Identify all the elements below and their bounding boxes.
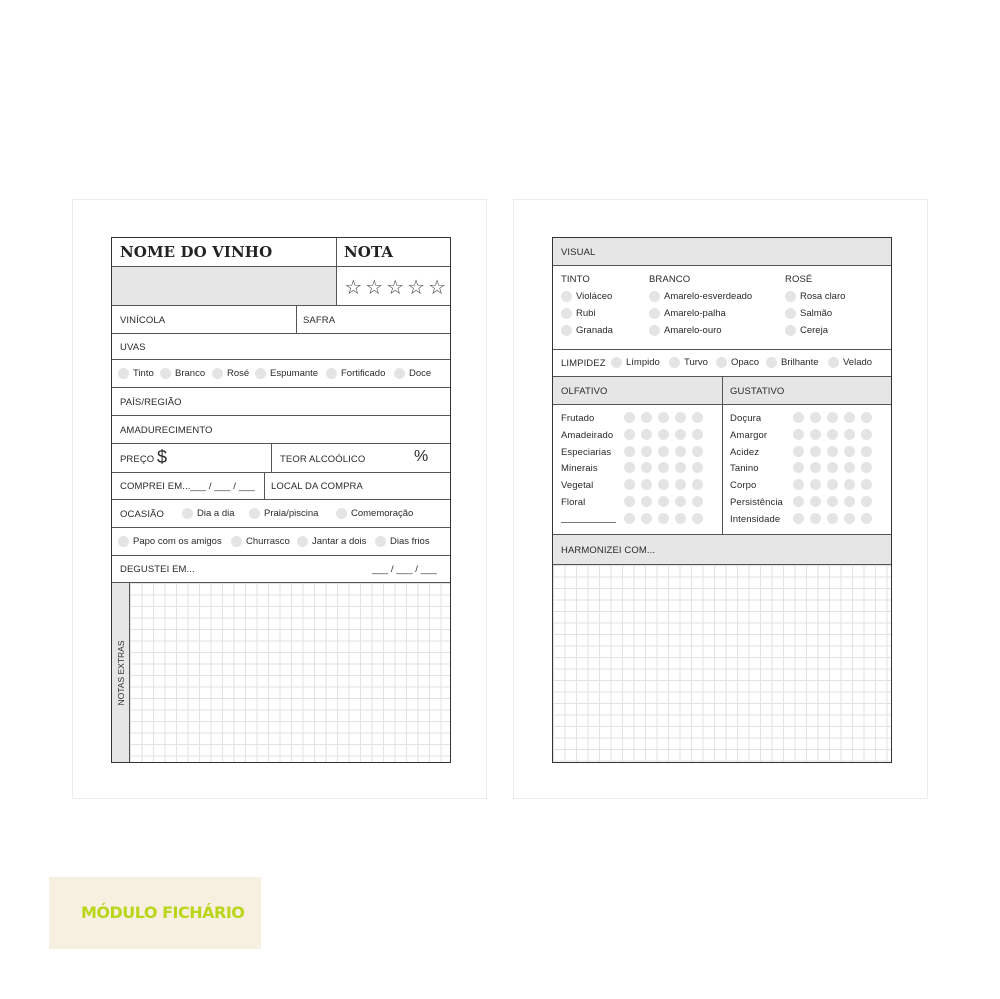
radio-dot-icon[interactable] [561,308,572,319]
scale-dot-icon[interactable] [692,496,703,507]
scale-dot-icon[interactable] [641,513,652,524]
rating-stars[interactable] [344,277,446,297]
scale-dot-icon[interactable] [810,462,821,473]
occasion-option[interactable]: Praia/piscina [249,508,318,519]
radio-dot-icon[interactable] [160,368,171,379]
scale-dot-icon[interactable] [844,462,855,473]
type-option-espumante[interactable]: Espumante [255,368,318,379]
scale-dot-icon[interactable] [675,479,686,490]
purchase-place-label: LOCAL DA COMPRA [271,481,363,492]
scale-dot-icon[interactable] [624,429,635,440]
type-option-doce[interactable]: Doce [394,368,431,379]
star-icon[interactable]: ☆ [344,275,363,299]
scale-dot-icon[interactable] [692,429,703,440]
occasion-option[interactable]: Papo com os amigos [118,536,222,547]
scale-dot-icon[interactable] [861,412,872,423]
scale-dot-icon[interactable] [658,446,669,457]
clarity-option[interactable]: Opaco [716,357,759,368]
scale-dot-icon[interactable] [844,412,855,423]
sense-item-label: Acidez [730,446,760,458]
notes-side-label [112,583,130,762]
type-option-rose[interactable]: Rosé [212,368,249,379]
radio-dot-icon[interactable] [828,357,839,368]
scale-dot-icon[interactable] [827,513,838,524]
pairing-label: HARMONIZEI COM... [561,545,656,556]
olfactory-blank-line[interactable] [561,522,616,523]
rose-label: ROSÉ [785,274,813,285]
clarity-option[interactable]: Brilhante [766,357,819,368]
color-option[interactable]: Rosa claro [785,291,845,302]
occasion-label: OCASIÃO [120,509,164,520]
scale-dot-icon[interactable] [692,462,703,473]
grapes-label: UVAS [120,342,146,353]
intensity-scale [793,496,872,507]
scale-dot-icon[interactable] [810,496,821,507]
scale-dot-icon[interactable] [675,446,686,457]
type-option-branco[interactable]: Branco [160,368,205,379]
scale-dot-icon[interactable] [810,513,821,524]
tasted-date-field[interactable]: ___ / ___ / ___ [372,564,437,575]
scale-dot-icon[interactable] [658,462,669,473]
scale-dot-icon[interactable] [624,446,635,457]
radio-dot-icon[interactable] [375,536,386,547]
clarity-option[interactable]: Turvo [669,357,708,368]
purchase-date-field[interactable]: ___ / ___ / ___ [190,481,255,492]
occasion-option[interactable]: Jantar a dois [297,536,366,547]
star-icon[interactable]: ☆ [365,275,384,299]
intensity-scale [793,446,872,457]
radio-dot-icon[interactable] [326,368,337,379]
intensity-scale [624,446,703,457]
clarity-row [553,350,891,377]
pairing-grid[interactable] [553,565,891,762]
scale-dot-icon[interactable] [827,479,838,490]
scale-dot-icon[interactable] [810,412,821,423]
pairing-header [553,535,891,565]
intensity-scale [793,513,872,524]
scale-dot-icon[interactable] [844,429,855,440]
scale-dot-icon[interactable] [641,462,652,473]
clarity-option[interactable]: Límpido [611,357,660,368]
scale-dot-icon[interactable] [793,446,804,457]
star-icon[interactable]: ☆ [386,275,405,299]
scale-dot-icon[interactable] [793,429,804,440]
radio-dot-icon[interactable] [669,357,680,368]
occasion-option[interactable]: Comemoração [336,508,413,519]
wine-name-label: NOME DO VINHO [120,243,273,261]
scale-dot-icon[interactable] [793,412,804,423]
occasion-row [112,500,450,528]
color-option[interactable]: Amarelo-ouro [649,325,722,336]
wine-name-field[interactable] [112,267,450,306]
price-label: PREÇO [120,454,155,465]
wine-type-row [112,360,450,388]
radio-dot-icon[interactable] [716,357,727,368]
scale-dot-icon[interactable] [793,513,804,524]
scale-dot-icon[interactable] [641,446,652,457]
tinto-label: TINTO [561,274,590,285]
scale-dot-icon[interactable] [810,479,821,490]
star-icon[interactable]: ☆ [407,275,426,299]
country-label: PAÍS/REGIÃO [120,397,182,408]
olfactory-label: OLFATIVO [561,386,608,397]
right-sheet [513,199,928,799]
scale-dot-icon[interactable] [624,412,635,423]
radio-dot-icon[interactable] [394,368,405,379]
intensity-scale [793,462,872,473]
scale-dot-icon[interactable] [692,479,703,490]
radio-dot-icon[interactable] [785,308,796,319]
sense-item-label: Minerais [561,463,598,475]
visual-label: VISUAL [561,247,596,258]
price-row[interactable] [112,444,450,473]
type-option-tinto[interactable]: Tinto [118,368,154,379]
scale-dot-icon[interactable] [861,446,872,457]
scale-dot-icon[interactable] [624,496,635,507]
radio-dot-icon[interactable] [255,368,266,379]
occasion-row-2 [112,528,450,556]
tasted-row[interactable] [112,556,450,583]
sense-item-label: Persistência [730,497,783,508]
radio-dot-icon[interactable] [118,368,129,379]
intensity-scale [624,479,703,490]
gustatory-label: GUSTATIVO [730,386,785,397]
scale-dot-icon[interactable] [793,462,804,473]
currency-icon: $ [157,447,168,467]
radio-dot-icon[interactable] [611,357,622,368]
scale-dot-icon[interactable] [624,479,635,490]
occasion-option[interactable]: Churrasco [231,536,290,547]
scale-dot-icon[interactable] [861,479,872,490]
radio-dot-icon[interactable] [297,536,308,547]
wine-card-front [111,237,451,763]
scale-dot-icon[interactable] [641,479,652,490]
visual-header [553,238,891,266]
scale-dot-icon[interactable] [624,513,635,524]
scale-dot-icon[interactable] [658,496,669,507]
scale-dot-icon[interactable] [675,429,686,440]
scale-dot-icon[interactable] [844,513,855,524]
aging-row[interactable] [112,416,450,444]
occasion-option[interactable]: Dia a dia [182,508,235,519]
intensity-scale [793,429,872,440]
wine-card-back [552,237,892,763]
header-row [112,238,450,267]
sense-item-label: Intensidade [730,513,781,525]
scale-dot-icon[interactable] [810,429,821,440]
scale-dot-icon[interactable] [844,496,855,507]
color-option[interactable]: Granada [561,325,613,336]
scale-dot-icon[interactable] [844,446,855,457]
scale-dot-icon[interactable] [827,429,838,440]
intensity-scale [624,513,703,524]
purchase-row[interactable] [112,473,450,500]
radio-dot-icon[interactable] [649,308,660,319]
sense-item-label: Floral [561,497,586,508]
sense-item-label: Tanino [730,463,759,475]
radio-dot-icon[interactable] [649,325,660,336]
radio-dot-icon[interactable] [249,508,260,519]
senses-header [553,377,891,405]
radio-dot-icon[interactable] [649,291,660,302]
rating-label: NOTA [344,243,394,261]
scale-dot-icon[interactable] [658,412,669,423]
winery-row[interactable] [112,306,450,334]
scale-dot-icon[interactable] [861,462,872,473]
scale-dot-icon[interactable] [793,496,804,507]
color-option[interactable]: Rubi [561,308,596,319]
radio-dot-icon[interactable] [336,508,347,519]
branco-label: BRANCO [649,274,691,285]
scale-dot-icon[interactable] [827,446,838,457]
radio-dot-icon[interactable] [231,536,242,547]
winery-label: VINÍCOLA [120,315,166,326]
color-option[interactable]: Cereja [785,325,828,336]
intensity-scale [624,429,703,440]
vintage-label: SAFRA [303,315,336,326]
scale-dot-icon[interactable] [844,479,855,490]
scale-dot-icon[interactable] [641,429,652,440]
occasion-option[interactable]: Dias frios [375,536,430,547]
scale-dot-icon[interactable] [675,412,686,423]
scale-dot-icon[interactable] [675,462,686,473]
scale-dot-icon[interactable] [827,412,838,423]
scale-dot-icon[interactable] [861,513,872,524]
percent-icon: % [414,448,429,465]
scale-dot-icon[interactable] [658,479,669,490]
radio-dot-icon[interactable] [182,508,193,519]
country-row[interactable] [112,388,450,416]
scale-dot-icon[interactable] [624,462,635,473]
intensity-scale [793,412,872,423]
scale-dot-icon[interactable] [658,429,669,440]
sense-item-label: Especiarias [561,446,612,458]
radio-dot-icon[interactable] [561,291,572,302]
color-option[interactable]: Amarelo-palha [649,308,726,319]
intensity-scale [624,412,703,423]
scale-dot-icon[interactable] [641,496,652,507]
star-icon[interactable]: ☆ [428,275,446,299]
radio-dot-icon[interactable] [785,325,796,336]
intensity-scale [624,496,703,507]
scale-dot-icon[interactable] [827,462,838,473]
color-option[interactable]: Violáceo [561,291,612,302]
notes-grid[interactable] [130,583,450,762]
radio-dot-icon[interactable] [118,536,129,547]
scale-dot-icon[interactable] [692,412,703,423]
module-badge [49,877,261,949]
scale-dot-icon[interactable] [692,513,703,524]
sense-item-label: Doçura [730,413,762,424]
notes-label: NOTAS EXTRAS [115,639,126,706]
sense-item-label: Corpo [730,480,757,492]
color-option[interactable]: Amarelo-esverdeado [649,291,752,302]
scale-dot-icon[interactable] [861,429,872,440]
alcohol-label: TEOR ALCOÓLICO [280,454,366,465]
scale-dot-icon[interactable] [675,513,686,524]
scale-dot-icon[interactable] [861,496,872,507]
sense-item-label: Vegetal [561,480,594,492]
left-sheet [72,199,487,799]
type-option-fortificado[interactable]: Fortificado [326,368,385,379]
radio-dot-icon[interactable] [785,291,796,302]
scale-dot-icon[interactable] [658,513,669,524]
clarity-option[interactable]: Velado [828,357,872,368]
color-option[interactable]: Salmão [785,308,832,319]
scale-dot-icon[interactable] [827,496,838,507]
scale-dot-icon[interactable] [692,446,703,457]
radio-dot-icon[interactable] [766,357,777,368]
color-section [553,266,891,350]
scale-dot-icon[interactable] [793,479,804,490]
scale-dot-icon[interactable] [675,496,686,507]
scale-dot-icon[interactable] [810,446,821,457]
grapes-row[interactable] [112,334,450,360]
tasted-label: DEGUSTEI EM... [120,564,195,575]
purchase-date-label: COMPREI EM... [120,481,191,492]
intensity-scale [624,462,703,473]
rating-field [336,267,450,305]
scale-dot-icon[interactable] [641,412,652,423]
senses-section [553,405,891,535]
radio-dot-icon[interactable] [212,368,223,379]
sense-item-label: Amargor [730,429,768,441]
sense-item-label: Amadeirado [561,429,614,441]
radio-dot-icon[interactable] [561,325,572,336]
sense-item-label: Frutado [561,413,595,424]
clarity-label: LIMPIDEZ [561,358,606,369]
module-badge-label: MÓDULO FICHÁRIO [81,903,245,922]
aging-label: AMADURECIMENTO [120,425,213,436]
intensity-scale [793,479,872,490]
